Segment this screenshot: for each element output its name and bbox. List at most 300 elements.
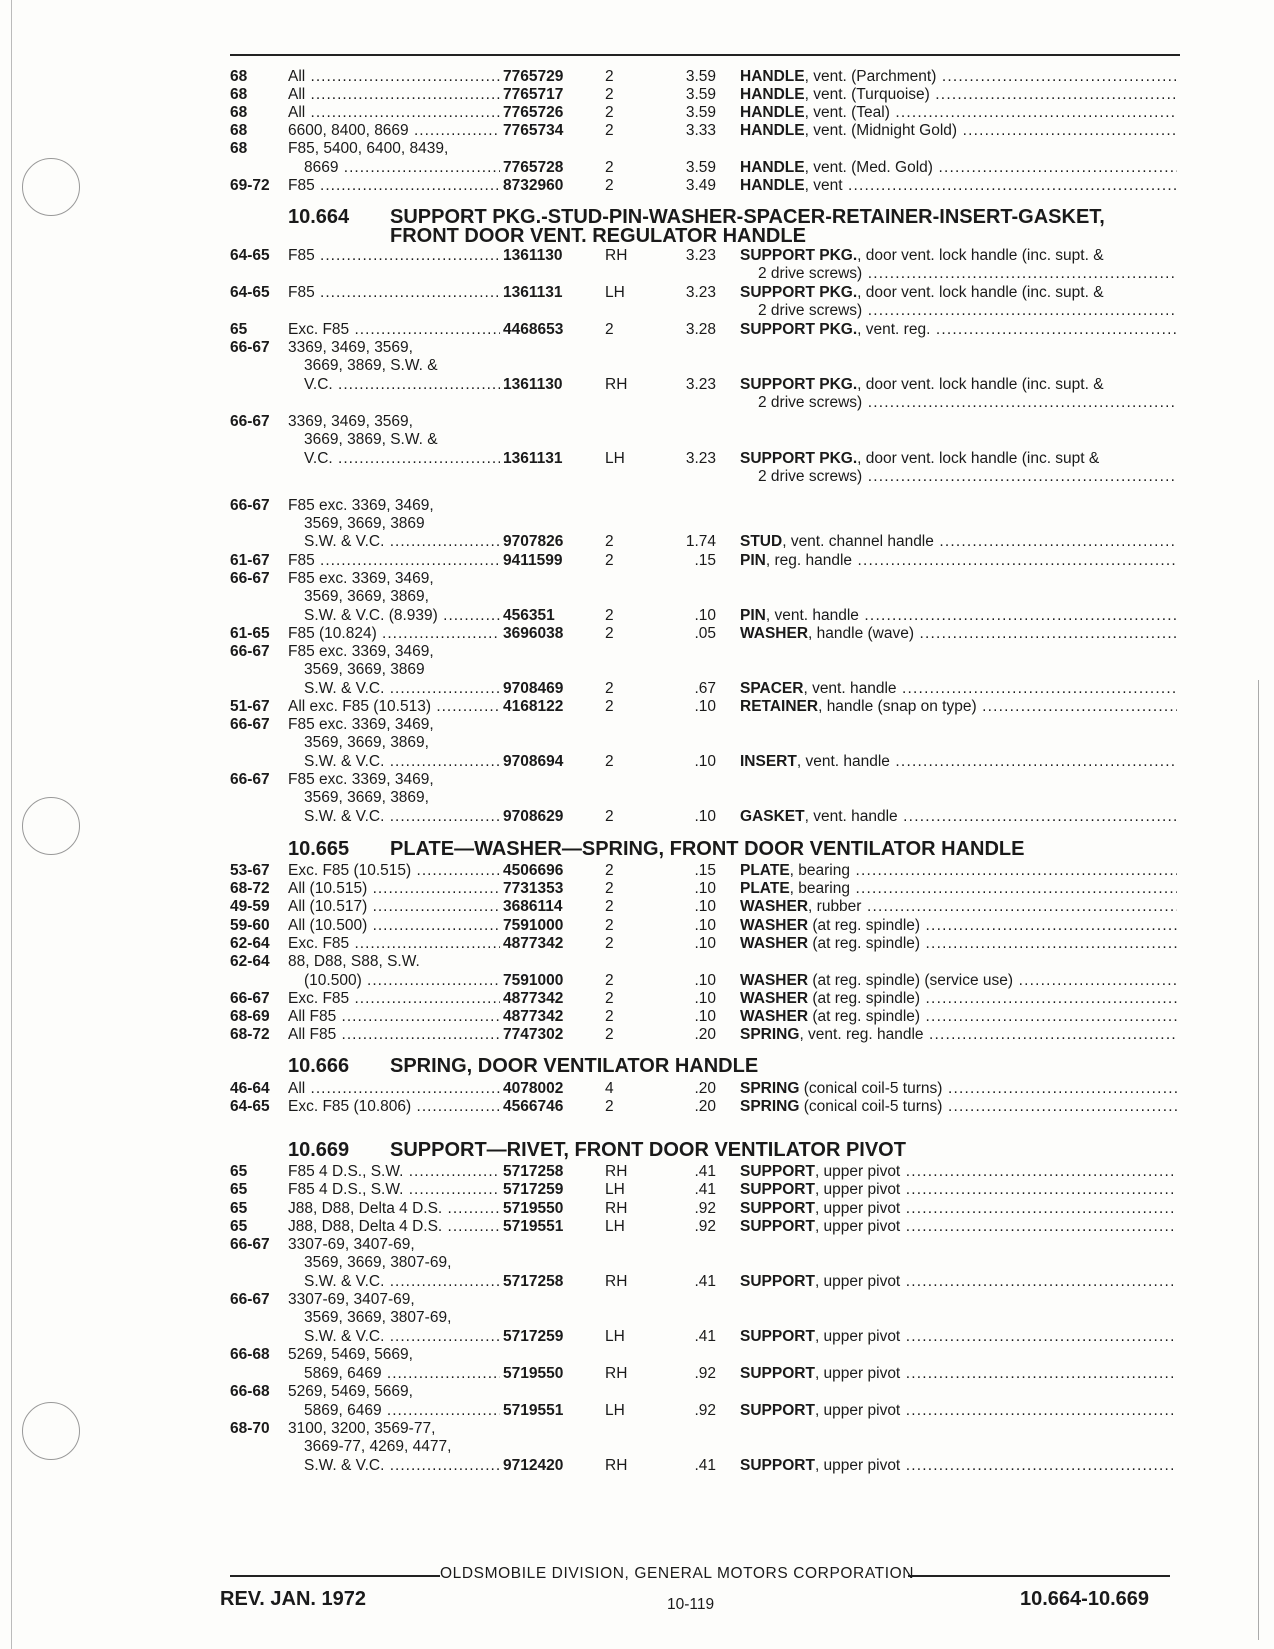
footer-rule-left bbox=[230, 1575, 440, 1577]
model-year: 68 bbox=[230, 68, 248, 85]
footer-rule-right bbox=[908, 1575, 1170, 1577]
list-price: .10 bbox=[694, 1008, 716, 1025]
model-application: F85 exc. 3369, 3469, bbox=[288, 497, 434, 514]
model-application: All F85 ..... bbox=[288, 1026, 500, 1044]
quantity: RH bbox=[605, 1365, 628, 1382]
model-application: Exc. F85 ..... bbox=[288, 990, 500, 1008]
part-description bbox=[740, 972, 1177, 990]
part-detail: , bearing bbox=[789, 880, 850, 897]
part-number: 7765728 bbox=[503, 159, 564, 176]
part-detail: , vent. handle bbox=[803, 680, 897, 697]
model-application: Exc. F85 ..... bbox=[288, 935, 500, 953]
model-application: All ..... bbox=[288, 68, 500, 86]
part-detail: (at reg. spindle) bbox=[808, 1008, 921, 1025]
footer-division: OLDSMOBILE DIVISION, GENERAL MOTORS CORPORATION bbox=[440, 1565, 915, 1582]
part-description bbox=[740, 1181, 1177, 1199]
part-number: 9712420 bbox=[503, 1457, 564, 1474]
model-application: 88, D88, S88, S.W. bbox=[288, 953, 420, 970]
section-title: SUPPORT—RIVET, FRONT DOOR VENTILATOR PIVOT bbox=[390, 1139, 906, 1161]
part-description bbox=[740, 552, 1177, 570]
part-description bbox=[740, 247, 1177, 265]
part-detail: , bearing bbox=[789, 862, 850, 879]
part-description bbox=[740, 680, 1177, 698]
model-year: 66-67 bbox=[230, 643, 270, 660]
part-description bbox=[740, 808, 1177, 826]
part-detail: , reg. handle bbox=[765, 552, 853, 569]
part-description bbox=[740, 1026, 1177, 1044]
part-description bbox=[740, 1402, 1177, 1420]
part-number: 3686114 bbox=[503, 898, 563, 915]
part-description bbox=[740, 376, 1177, 394]
model-application: All exc. F85 (10.513) ..... bbox=[288, 698, 500, 716]
list-price: .10 bbox=[694, 972, 716, 989]
part-name: HANDLE bbox=[740, 104, 805, 121]
page-margin-line bbox=[11, 0, 12, 1649]
part-number: 5717259 bbox=[503, 1328, 564, 1345]
part-detail: , vent. reg. handle bbox=[799, 1026, 924, 1043]
part-number: 5717258 bbox=[503, 1163, 564, 1180]
part-detail: , vent. channel handle bbox=[782, 533, 934, 550]
model-application: 3569, 3669, 3869, bbox=[304, 789, 429, 806]
model-application: F85 exc. 3369, 3469, bbox=[288, 570, 434, 587]
part-description bbox=[740, 86, 1177, 104]
model-application: 5269, 5469, 5669, bbox=[288, 1346, 413, 1363]
quantity: RH bbox=[605, 1273, 628, 1290]
model-application: J88, D88, Delta 4 D.S. ..... bbox=[288, 1218, 500, 1236]
part-name: SUPPORT PKG. bbox=[740, 247, 858, 264]
list-price: 3.23 bbox=[685, 247, 716, 264]
part-number: 7747302 bbox=[503, 1026, 564, 1043]
part-number: 4877342 bbox=[503, 990, 564, 1007]
list-price: .10 bbox=[694, 935, 716, 952]
part-description bbox=[740, 159, 1177, 177]
part-description bbox=[740, 284, 1177, 302]
part-detail: (conical coil-5 turns) bbox=[799, 1080, 943, 1097]
part-detail: , vent. (Midnight Gold) bbox=[804, 122, 958, 139]
section-number: 10.664 bbox=[288, 206, 350, 228]
part-detail: , upper pivot bbox=[814, 1163, 901, 1180]
part-name: PIN bbox=[740, 552, 766, 569]
model-application: 3569, 3669, 3807-69, bbox=[304, 1254, 452, 1271]
binder-hole-icon bbox=[22, 1402, 80, 1460]
part-name: HANDLE bbox=[740, 86, 805, 103]
part-number: 4877342 bbox=[503, 1008, 564, 1025]
model-application: 3669, 3869, S.W. & bbox=[304, 431, 438, 448]
list-price: 3.59 bbox=[685, 159, 716, 176]
part-description bbox=[740, 450, 1177, 468]
list-price: .20 bbox=[694, 1080, 716, 1097]
part-description bbox=[740, 1328, 1177, 1346]
part-number: 5719550 bbox=[503, 1200, 564, 1217]
model-application: 8669 ..... bbox=[304, 159, 500, 177]
model-application: S.W. & V.C. ..... bbox=[304, 680, 500, 698]
part-detail: (conical coil-5 turns) bbox=[799, 1098, 943, 1115]
part-name: WASHER bbox=[740, 898, 809, 915]
model-application: 5869, 6469 ..... bbox=[304, 1402, 500, 1420]
quantity: 2 bbox=[605, 898, 614, 915]
part-number: 4468653 bbox=[503, 321, 564, 338]
model-application: Exc. F85 ..... bbox=[288, 321, 500, 339]
model-year: 65 bbox=[230, 1218, 248, 1235]
binder-hole-icon bbox=[22, 158, 80, 216]
model-year: 62-64 bbox=[230, 935, 270, 952]
section-number: 10.666 bbox=[288, 1055, 350, 1077]
list-price: .67 bbox=[694, 680, 716, 697]
part-number: 7765726 bbox=[503, 104, 564, 121]
list-price: .20 bbox=[694, 1026, 716, 1043]
model-application: V.C. ..... bbox=[304, 376, 500, 394]
model-application: S.W. & V.C. ..... bbox=[304, 753, 500, 771]
list-price: 3.33 bbox=[685, 122, 716, 139]
model-year: 68-72 bbox=[230, 880, 270, 897]
quantity: 2 bbox=[605, 122, 614, 139]
model-application: (10.500) ..... bbox=[304, 972, 500, 990]
quantity: 2 bbox=[605, 917, 614, 934]
part-description bbox=[740, 1273, 1177, 1291]
part-description bbox=[740, 862, 1177, 880]
quantity: 2 bbox=[605, 86, 614, 103]
quantity: 4 bbox=[605, 1080, 614, 1097]
model-application: S.W. & V.C. ..... bbox=[304, 1457, 500, 1475]
part-description-continued: 2 drive screws) ..... bbox=[758, 468, 1177, 486]
list-price: .92 bbox=[694, 1365, 716, 1382]
model-application: 3669-77, 4269, 4477, bbox=[304, 1438, 452, 1455]
list-price: .05 bbox=[694, 625, 716, 642]
model-application: 3669, 3869, S.W. & bbox=[304, 357, 438, 374]
part-name: PLATE bbox=[740, 880, 790, 897]
list-price: 3.23 bbox=[685, 450, 716, 467]
part-name: SUPPORT bbox=[740, 1163, 815, 1180]
part-description bbox=[740, 533, 1177, 551]
model-application: F85, 5400, 6400, 8439, bbox=[288, 140, 449, 157]
part-description bbox=[740, 990, 1177, 1008]
list-price: .15 bbox=[694, 552, 716, 569]
part-number: 9707826 bbox=[503, 533, 564, 550]
model-application: V.C. ..... bbox=[304, 450, 500, 468]
part-detail: , vent bbox=[804, 177, 843, 194]
part-description bbox=[740, 122, 1177, 140]
model-application: 3369, 3469, 3569, bbox=[288, 339, 413, 356]
list-price: .92 bbox=[694, 1402, 716, 1419]
part-name: SUPPORT PKG. bbox=[740, 450, 858, 467]
part-number: 5717258 bbox=[503, 1273, 564, 1290]
quantity: 2 bbox=[605, 880, 614, 897]
model-application: F85 ..... bbox=[288, 284, 500, 302]
part-name: PLATE bbox=[740, 862, 790, 879]
model-year: 66-67 bbox=[230, 413, 270, 430]
list-price: 1.74 bbox=[685, 533, 716, 550]
part-detail: , door vent. lock handle (inc. supt. & bbox=[857, 247, 1104, 264]
part-number: 4506696 bbox=[503, 862, 564, 879]
model-year: 65 bbox=[230, 1163, 248, 1180]
quantity: 2 bbox=[605, 533, 614, 550]
part-name: SUPPORT bbox=[740, 1402, 815, 1419]
part-number: 1361130 bbox=[503, 376, 563, 393]
model-year: 61-65 bbox=[230, 625, 270, 642]
part-description-continued: 2 drive screws) ..... bbox=[758, 265, 1177, 283]
quantity: 2 bbox=[605, 990, 614, 1007]
part-description bbox=[740, 1457, 1177, 1475]
model-application: 3569, 3669, 3869, bbox=[304, 734, 429, 751]
model-application: 3569, 3669, 3869, bbox=[304, 588, 429, 605]
part-detail: , handle (wave) bbox=[808, 625, 915, 642]
model-application: F85 ..... bbox=[288, 247, 500, 265]
part-number: 9708629 bbox=[503, 808, 564, 825]
list-price: 3.23 bbox=[685, 376, 716, 393]
part-number: 8732960 bbox=[503, 177, 564, 194]
quantity: 2 bbox=[605, 159, 614, 176]
list-price: .41 bbox=[694, 1163, 716, 1180]
model-application: All ..... bbox=[288, 1080, 500, 1098]
part-description bbox=[740, 880, 1177, 898]
model-application: F85 exc. 3369, 3469, bbox=[288, 716, 434, 733]
model-application: J88, D88, Delta 4 D.S. ..... bbox=[288, 1200, 500, 1218]
model-application: 3307-69, 3407-69, bbox=[288, 1291, 415, 1308]
part-number: 4168122 bbox=[503, 698, 564, 715]
model-year: 66-67 bbox=[230, 339, 270, 356]
model-year: 68-69 bbox=[230, 1008, 270, 1025]
part-number: 7765734 bbox=[503, 122, 564, 139]
list-price: .92 bbox=[694, 1200, 716, 1217]
list-price: .20 bbox=[694, 1098, 716, 1115]
part-detail: , vent. (Turquoise) bbox=[804, 86, 930, 103]
part-description bbox=[740, 68, 1177, 86]
quantity: RH bbox=[605, 247, 628, 264]
model-year: 68 bbox=[230, 122, 248, 139]
page-number: 10-119 bbox=[667, 1596, 715, 1613]
part-name: SUPPORT bbox=[740, 1457, 815, 1474]
part-number: 9411599 bbox=[503, 552, 563, 569]
list-price: .41 bbox=[694, 1273, 716, 1290]
part-name: WASHER bbox=[740, 625, 809, 642]
model-year: 64-65 bbox=[230, 1098, 270, 1115]
part-description-continued: 2 drive screws) ..... bbox=[758, 394, 1177, 412]
model-year: 66-67 bbox=[230, 1236, 270, 1253]
model-year: 62-64 bbox=[230, 953, 270, 970]
model-application: F85 ..... bbox=[288, 552, 500, 570]
quantity: LH bbox=[605, 284, 625, 301]
model-year: 68-70 bbox=[230, 1420, 270, 1437]
list-price: .10 bbox=[694, 898, 716, 915]
part-detail: , door vent. lock handle (inc. supt & bbox=[857, 450, 1100, 467]
part-name: WASHER bbox=[740, 972, 809, 989]
page-edge-line bbox=[1258, 680, 1259, 1640]
quantity: LH bbox=[605, 1181, 625, 1198]
part-name: HANDLE bbox=[740, 177, 805, 194]
model-application: 6600, 8400, 8669 ..... bbox=[288, 122, 500, 140]
part-description bbox=[740, 935, 1177, 953]
part-number: 5719550 bbox=[503, 1365, 564, 1382]
part-detail: , upper pivot bbox=[814, 1200, 901, 1217]
part-detail: , vent. reg. bbox=[857, 321, 931, 338]
part-name: SPRING bbox=[740, 1098, 800, 1115]
part-detail: (at reg. spindle) bbox=[808, 917, 921, 934]
model-year: 65 bbox=[230, 1200, 248, 1217]
part-name: PIN bbox=[740, 607, 766, 624]
part-detail: , vent. (Parchment) bbox=[804, 68, 937, 85]
part-name: STUD bbox=[740, 533, 783, 550]
part-detail: (at reg. spindle) (service use) bbox=[808, 972, 1014, 989]
part-description bbox=[740, 1163, 1177, 1181]
part-description bbox=[740, 177, 1177, 195]
part-name: SUPPORT PKG. bbox=[740, 321, 858, 338]
part-detail: , vent. handle bbox=[796, 753, 890, 770]
part-number: 7765717 bbox=[503, 86, 564, 103]
part-name: RETAINER bbox=[740, 698, 819, 715]
part-name: SUPPORT bbox=[740, 1273, 815, 1290]
part-description bbox=[740, 1218, 1177, 1236]
model-year: 66-68 bbox=[230, 1383, 270, 1400]
section-title: SUPPORT PKG.-STUD-PIN-WASHER-SPACER-RETAINER-INSERT-GASKET, bbox=[390, 206, 1105, 228]
part-name: SPACER bbox=[740, 680, 804, 697]
part-detail: , vent. handle bbox=[804, 808, 898, 825]
quantity: 2 bbox=[605, 808, 614, 825]
part-detail: , rubber bbox=[808, 898, 862, 915]
list-price: .15 bbox=[694, 862, 716, 879]
part-number: 4877342 bbox=[503, 935, 564, 952]
part-detail: , upper pivot bbox=[814, 1218, 901, 1235]
section-number: 10.665 bbox=[288, 838, 350, 860]
part-number: 5717259 bbox=[503, 1181, 564, 1198]
part-number: 1361131 bbox=[503, 450, 563, 467]
part-description bbox=[740, 1008, 1177, 1026]
model-application: S.W. & V.C. (8.939) ..... bbox=[304, 607, 500, 625]
part-name: SPRING bbox=[740, 1026, 800, 1043]
quantity: RH bbox=[605, 1163, 628, 1180]
list-price: .41 bbox=[694, 1457, 716, 1474]
quantity: RH bbox=[605, 1200, 628, 1217]
part-detail: , door vent. lock handle (inc. supt. & bbox=[857, 376, 1104, 393]
part-description bbox=[740, 753, 1177, 771]
quantity: 2 bbox=[605, 1008, 614, 1025]
quantity: 2 bbox=[605, 552, 614, 569]
quantity: 2 bbox=[605, 972, 614, 989]
binder-hole-icon bbox=[22, 797, 80, 855]
model-year: 66-67 bbox=[230, 497, 270, 514]
part-number: 456351 bbox=[503, 607, 555, 624]
part-description bbox=[740, 1080, 1177, 1098]
section-title: FRONT DOOR VENT. REGULATOR HANDLE bbox=[390, 225, 806, 247]
part-name: SPRING bbox=[740, 1080, 800, 1097]
quantity: 2 bbox=[605, 68, 614, 85]
model-year: 65 bbox=[230, 1181, 248, 1198]
quantity: 2 bbox=[605, 1098, 614, 1115]
model-application: S.W. & V.C. ..... bbox=[304, 1328, 500, 1346]
part-detail: (at reg. spindle) bbox=[808, 990, 921, 1007]
quantity: RH bbox=[605, 1457, 628, 1474]
model-year: 64-65 bbox=[230, 247, 270, 264]
part-description bbox=[740, 898, 1177, 916]
part-name: WASHER bbox=[740, 935, 809, 952]
model-application: 3100, 3200, 3569-77, bbox=[288, 1420, 436, 1437]
list-price: .10 bbox=[694, 990, 716, 1007]
part-description bbox=[740, 607, 1177, 625]
model-year: 64-65 bbox=[230, 284, 270, 301]
quantity: 2 bbox=[605, 321, 614, 338]
model-year: 66-68 bbox=[230, 1346, 270, 1363]
part-name: SUPPORT bbox=[740, 1200, 815, 1217]
model-year: 66-67 bbox=[230, 771, 270, 788]
section-title: SPRING, DOOR VENTILATOR HANDLE bbox=[390, 1055, 759, 1077]
list-price: .41 bbox=[694, 1328, 716, 1345]
part-number: 7765729 bbox=[503, 68, 564, 85]
revision-date: REV. JAN. 1972 bbox=[220, 1588, 367, 1610]
model-application: S.W. & V.C. ..... bbox=[304, 1273, 500, 1291]
model-year: 61-67 bbox=[230, 552, 270, 569]
part-detail: , upper pivot bbox=[814, 1328, 901, 1345]
model-year: 59-60 bbox=[230, 917, 270, 934]
part-name: GASKET bbox=[740, 808, 805, 825]
model-year: 66-67 bbox=[230, 1291, 270, 1308]
part-description bbox=[740, 1098, 1177, 1116]
part-number: 9708694 bbox=[503, 753, 564, 770]
part-description bbox=[740, 104, 1177, 122]
part-detail: , upper pivot bbox=[814, 1457, 901, 1474]
part-detail: , vent. handle bbox=[765, 607, 859, 624]
part-detail: (at reg. spindle) bbox=[808, 935, 921, 952]
part-description-continued: 2 drive screws) ..... bbox=[758, 302, 1177, 320]
quantity: 2 bbox=[605, 607, 614, 624]
model-application: 5869, 6469 ..... bbox=[304, 1365, 500, 1383]
model-year: 53-67 bbox=[230, 862, 270, 879]
model-application: Exc. F85 (10.806) ..... bbox=[288, 1098, 500, 1116]
list-price: 3.59 bbox=[685, 68, 716, 85]
quantity: 2 bbox=[605, 1026, 614, 1043]
part-detail: , upper pivot bbox=[814, 1402, 901, 1419]
quantity: 2 bbox=[605, 753, 614, 770]
model-year: 68-72 bbox=[230, 1026, 270, 1043]
list-price: .10 bbox=[694, 808, 716, 825]
part-name: SUPPORT bbox=[740, 1181, 815, 1198]
model-year: 66-67 bbox=[230, 990, 270, 1007]
quantity: LH bbox=[605, 1328, 625, 1345]
list-price: .10 bbox=[694, 698, 716, 715]
model-application: F85 exc. 3369, 3469, bbox=[288, 771, 434, 788]
model-application: All ..... bbox=[288, 86, 500, 104]
model-year: 69-72 bbox=[230, 177, 270, 194]
model-year: 68 bbox=[230, 104, 248, 121]
part-name: SUPPORT bbox=[740, 1365, 815, 1382]
part-detail: , door vent. lock handle (inc. supt. & bbox=[857, 284, 1104, 301]
model-application: S.W. & V.C. ..... bbox=[304, 808, 500, 826]
model-year: 66-67 bbox=[230, 716, 270, 733]
part-number: 7731353 bbox=[503, 880, 564, 897]
part-description bbox=[740, 1200, 1177, 1218]
list-price: .10 bbox=[694, 917, 716, 934]
model-application: 5269, 5469, 5669, bbox=[288, 1383, 413, 1400]
model-application: All (10.515) ..... bbox=[288, 880, 500, 898]
part-name: SUPPORT PKG. bbox=[740, 376, 858, 393]
model-year: 46-64 bbox=[230, 1080, 270, 1097]
part-number: 3696038 bbox=[503, 625, 564, 642]
model-application: 3369, 3469, 3569, bbox=[288, 413, 413, 430]
part-detail: , upper pivot bbox=[814, 1365, 901, 1382]
model-year: 51-67 bbox=[230, 698, 270, 715]
model-application: 3307-69, 3407-69, bbox=[288, 1236, 415, 1253]
model-application: 3569, 3669, 3869 bbox=[304, 661, 425, 678]
part-number: 1361130 bbox=[503, 247, 563, 264]
section-title: PLATE—WASHER—SPRING, FRONT DOOR VENTILATOR HANDLE bbox=[390, 838, 1025, 860]
list-price: .41 bbox=[694, 1181, 716, 1198]
model-year: 66-67 bbox=[230, 570, 270, 587]
list-price: 3.59 bbox=[685, 104, 716, 121]
model-application: 3569, 3669, 3869 bbox=[304, 515, 425, 532]
part-name: WASHER bbox=[740, 917, 809, 934]
list-price: .10 bbox=[694, 753, 716, 770]
section-range: 10.664-10.669 bbox=[1020, 1588, 1150, 1610]
list-price: .10 bbox=[694, 607, 716, 624]
model-year: 68 bbox=[230, 140, 248, 157]
